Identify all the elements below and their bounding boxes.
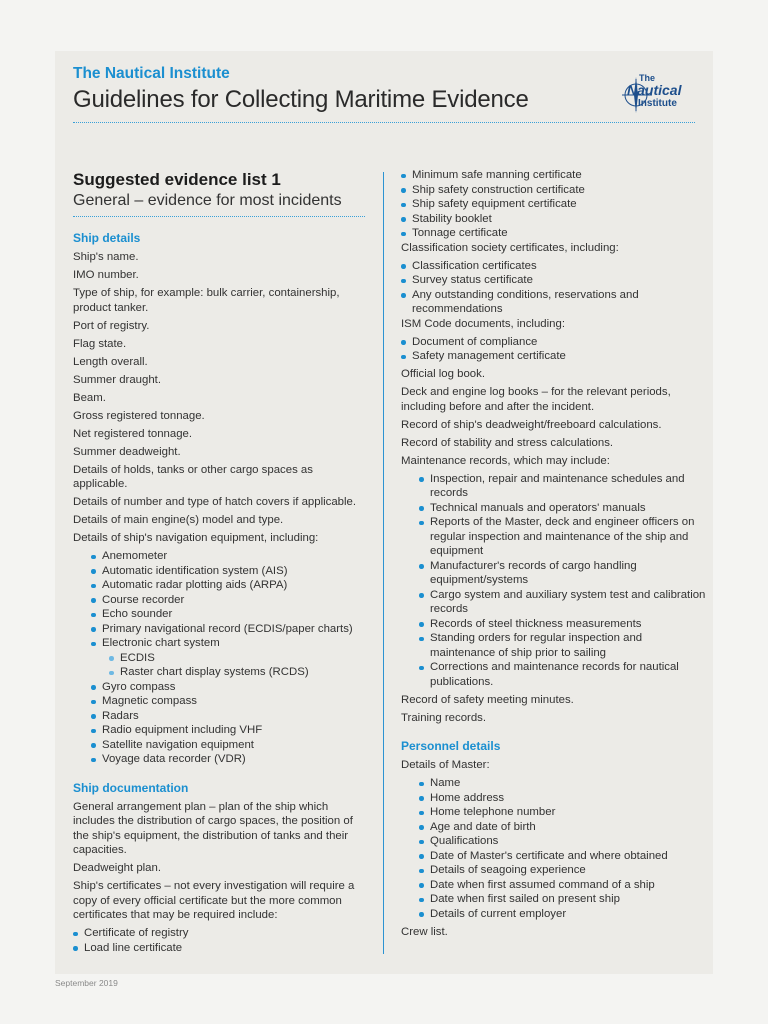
section-subheading: General – evidence for most incidents [73,192,342,209]
list-item: Course recorder [91,593,369,608]
section-heading: Suggested evidence list 1 [73,170,281,189]
record-paragraph: Official log book. [401,368,486,380]
list-item: Primary navigational record (ECDIS/paper charts) [91,622,369,637]
master-details-intro: Details of Master: [401,759,490,771]
list-item: Safety management certificate [401,349,706,364]
certificates-list [73,926,369,955]
list-item: Certificate of registry [73,926,369,941]
list-item: Cargo system and auxiliary system test and calibration records [419,588,706,617]
list-item: Echo sounder [91,607,369,622]
nav-equipment-list-cont [91,680,369,767]
list-item: Satellite navigation equipment [91,738,369,753]
document-title: Guidelines for Collecting Maritime Evidence [73,86,529,113]
ship-detail-item: Details of holds, tanks or other cargo spaces as applicable. [73,463,313,490]
list-item: Any outstanding conditions, reservations and recommendations [401,288,706,317]
list-item: Ship safety equipment certificate [401,197,706,212]
list-item: Corrections and maintenance records for nautical publications. [419,660,706,689]
list-item: Load line certificate [73,941,369,956]
right-column [401,168,706,943]
ship-detail-item: Summer deadweight. [73,445,181,458]
list-item: Date when first assumed command of a ship [419,878,706,893]
ism-code-intro: ISM Code documents, including: [401,317,565,330]
header-divider [73,122,695,123]
logo-text-nautical: Nautical [627,82,682,98]
list-item: Voyage data recorder (VDR) [91,752,369,767]
record-paragraph: Record of stability and stress calculations. [401,436,614,449]
list-item: Raster chart display systems (RCDS) [109,665,369,680]
list-item: Ship safety construction certificate [401,183,706,198]
ship-detail-item: Length overall. [73,355,148,368]
ship-detail-item: Ship's name. [73,251,139,263]
list-item: Automatic identification system (AIS) [91,564,369,579]
ism-code-list [401,335,706,364]
ship-detail-item: Details of ship's navigation equipment, including: [73,532,319,544]
ship-details-heading: Ship details [73,231,141,245]
list-item: Home telephone number [419,805,706,820]
list-item: Survey status certificate [401,273,706,288]
ship-detail-item: Flag state. [73,337,127,350]
ship-details-list [73,250,369,546]
deadweight-text: Deadweight plan. [73,862,162,874]
list-item: Home address [419,791,706,806]
ship-detail-item: Gross registered tonnage. [73,409,205,422]
document-page [55,51,713,974]
list-item: Details of current employer [419,907,706,922]
section-divider [73,216,365,217]
list-item: Age and date of birth [419,820,706,835]
electronic-chart-sublist [109,651,369,680]
list-item: Minimum safe manning certificate [401,168,706,183]
column-divider [383,172,384,954]
list-item: Standing orders for regular inspection and maintenance of ship prior to sailing [419,631,706,660]
personnel-details-heading: Personnel details [401,739,501,753]
ship-detail-item: Details of number and type of hatch covers if applicable. [73,496,357,508]
left-column [73,170,369,959]
list-item: Radars [91,709,369,724]
list-item: Inspection, repair and maintenance schedules and records [419,472,706,501]
ship-detail-item: Beam. [73,391,106,404]
general-arrangement-text: General arrangement plan – plan of the ship which includes the distribution of cargo spaces, the position of the ship's equipment, the distribution of tanks and their capacities. [73,800,353,856]
list-item: Records of steel thickness measurements [419,617,706,632]
logo-text-the: The [639,73,656,83]
list-item: Gyro compass [91,680,369,695]
list-item: Electronic chart system [91,636,369,651]
ship-detail-item: Port of registry. [73,319,150,332]
ship-detail-item: Type of ship, for example: bulk carrier, containership, product tanker. [73,287,340,314]
records-paragraphs [401,367,706,468]
certificates-list-cont [401,168,706,241]
list-item: Name [419,776,706,791]
list-item: Details of seagoing experience [419,863,706,878]
ship-detail-item: Summer draught. [73,373,161,386]
crew-list-text: Crew list. [401,925,448,938]
class-society-list [401,259,706,317]
certificates-intro: Ship's certificates – not every investigation will require a copy of every official certificate but the more common certificates that may be required include: [73,880,355,921]
list-item: Qualifications [419,834,706,849]
ship-documentation-heading: Ship documentation [73,780,189,795]
record-paragraph: Deck and engine log books – for the relevant periods, including before and after the incident. [401,386,671,413]
list-item: Tonnage certificate [401,226,706,241]
list-item: Date of Master's certificate and where obtained [419,849,706,864]
list-item: Automatic radar plotting aids (ARPA) [91,578,369,593]
nautical-institute-logo [622,71,700,123]
maintenance-list [419,472,706,690]
record-paragraph: Record of ship's deadweight/freeboard calculations. [401,418,662,431]
list-item: Radio equipment including VHF [91,723,369,738]
logo-text-institute: Institute [638,98,677,109]
record-paragraph: Maintenance records, which may include: [401,454,610,467]
list-item: Reports of the Master, deck and engineer officers on regular inspection and maintenance of the ship and equipment [419,515,706,559]
list-item: Manufacturer's records of cargo handling equipment/systems [419,559,706,588]
class-society-intro: Classification society certificates, including: [401,241,619,254]
list-item: Magnetic compass [91,694,369,709]
list-item: Technical manuals and operators' manuals [419,501,706,516]
nav-equipment-list [91,549,369,651]
safety-meeting-text: Record of safety meeting minutes. [401,693,574,706]
ship-detail-item: IMO number. [73,269,139,281]
ship-detail-item: Net registered tonnage. [73,427,193,440]
training-records-text: Training records. [401,711,487,724]
list-item: Classification certificates [401,259,706,274]
list-item: Document of compliance [401,335,706,350]
ship-detail-item: Details of main engine(s) model and type. [73,514,284,526]
organization-name: The Nautical Institute [73,65,230,82]
list-item: Date when first sailed on present ship [419,892,706,907]
master-details-list [419,776,706,921]
list-item: ECDIS [109,651,369,666]
footer-date: September 2019 [55,978,118,988]
list-item: Stability booklet [401,212,706,227]
list-item: Anemometer [91,549,369,564]
